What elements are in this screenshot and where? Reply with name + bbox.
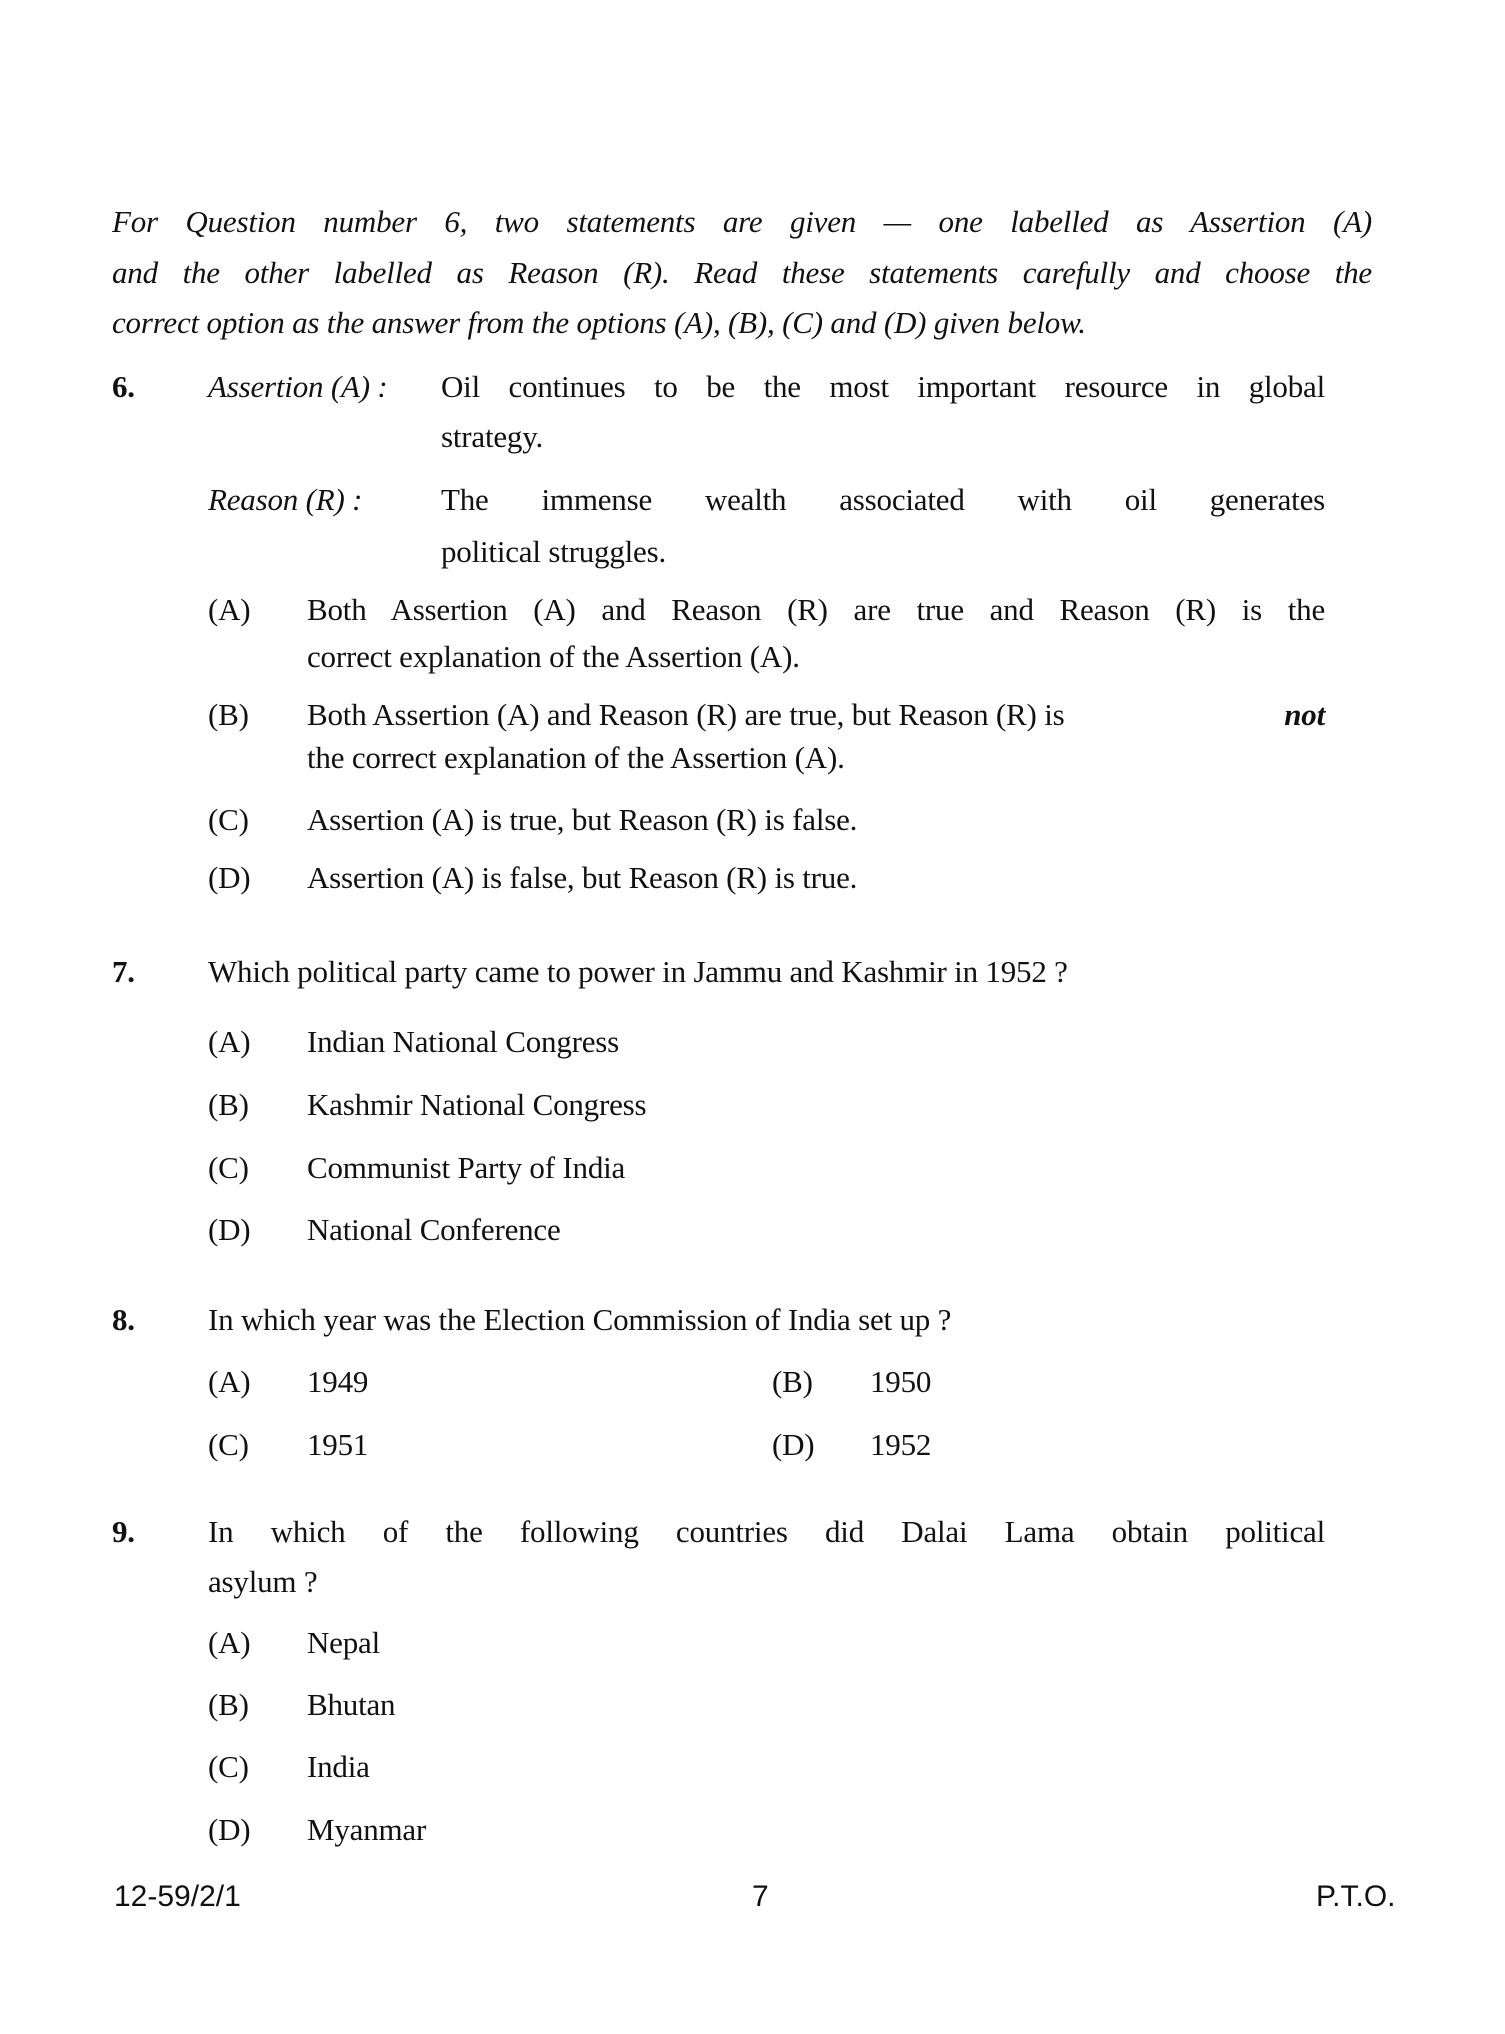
question-text-line-2: asylum ?	[208, 1564, 318, 1599]
instruction-line-2: and the other labelled as Reason (R). Read these statements carefully and choose the	[112, 255, 1372, 290]
option-label: (B)	[208, 1687, 249, 1722]
question-number: 8.	[112, 1302, 135, 1337]
instruction-line-1: For Question number 6, two statements are given — one labelled as Assertion (A)	[112, 204, 1372, 239]
question-text: Which political party came to power in Jammu and Kashmir in 1952 ?	[208, 954, 1068, 989]
option-text-line-1: Both Assertion (A) and Reason (R) are true and Reason (R) is the	[307, 592, 1325, 627]
question-text: In which year was the Election Commission of India set up ?	[208, 1302, 952, 1337]
option-label: (D)	[208, 860, 251, 895]
option-label: (C)	[208, 1150, 249, 1185]
option-label: (D)	[208, 1212, 251, 1247]
option-text: Indian National Congress	[307, 1024, 620, 1059]
option-text: National Conference	[307, 1212, 561, 1247]
option-text: Kashmir National Congress	[307, 1087, 647, 1122]
option-label: (A)	[208, 1625, 251, 1660]
assertion-label: Assertion (A) :	[208, 369, 388, 404]
option-label: (A)	[208, 1024, 251, 1059]
option-label: (D)	[208, 1812, 251, 1847]
option-label: (B)	[208, 697, 249, 732]
option-label: (C)	[208, 1749, 249, 1784]
option-text: Communist Party of India	[307, 1150, 626, 1185]
option-text: India	[307, 1749, 370, 1784]
option-text-line-1	[307, 697, 1325, 733]
option-text-line-2: correct explanation of the Assertion (A).	[307, 639, 800, 674]
option-text: Nepal	[307, 1625, 381, 1660]
option-text: 1949	[307, 1364, 369, 1399]
option-text: 1951	[307, 1427, 369, 1462]
reason-label: Reason (R) :	[208, 482, 363, 517]
emphasis-not: not	[1284, 697, 1325, 732]
option-label: (C)	[208, 802, 249, 837]
option-text: 1950	[870, 1364, 932, 1399]
assertion-text-line-2: strategy.	[441, 419, 544, 454]
page-number: 7	[752, 1880, 769, 1913]
option-label: (C)	[208, 1427, 249, 1462]
option-label: (B)	[772, 1364, 813, 1399]
option-text: Assertion (A) is true, but Reason (R) is false.	[307, 802, 858, 837]
reason-text-line-1: The immense wealth associated with oil generates	[441, 482, 1325, 517]
pto-label: P.T.O.	[1316, 1880, 1396, 1913]
option-text-line-2: the correct explanation of the Assertion (A).	[307, 740, 845, 775]
option-text: Myanmar	[307, 1812, 427, 1847]
assertion-text-line-1: Oil continues to be the most important resource in global	[441, 369, 1325, 404]
question-number: 6.	[112, 369, 135, 404]
option-label: (A)	[208, 592, 251, 627]
option-text: Assertion (A) is false, but Reason (R) is true.	[307, 860, 858, 895]
option-text: Bhutan	[307, 1687, 396, 1722]
paper-code: 12-59/2/1	[114, 1880, 241, 1913]
option-text: Both Assertion (A) and Reason (R) are true, but Reason (R) is	[307, 697, 1065, 732]
instruction-line-3: correct option as the answer from the options (A), (B), (C) and (D) given below.	[112, 305, 1086, 340]
question-text-line-1: In which of the following countries did Dalai Lama obtain political	[208, 1514, 1325, 1549]
option-label: (D)	[772, 1427, 815, 1462]
option-label: (A)	[208, 1364, 251, 1399]
option-label: (B)	[208, 1087, 249, 1122]
question-number: 9.	[112, 1514, 135, 1549]
reason-text-line-2: political struggles.	[441, 534, 667, 569]
question-number: 7.	[112, 954, 135, 989]
option-text: 1952	[870, 1427, 932, 1462]
